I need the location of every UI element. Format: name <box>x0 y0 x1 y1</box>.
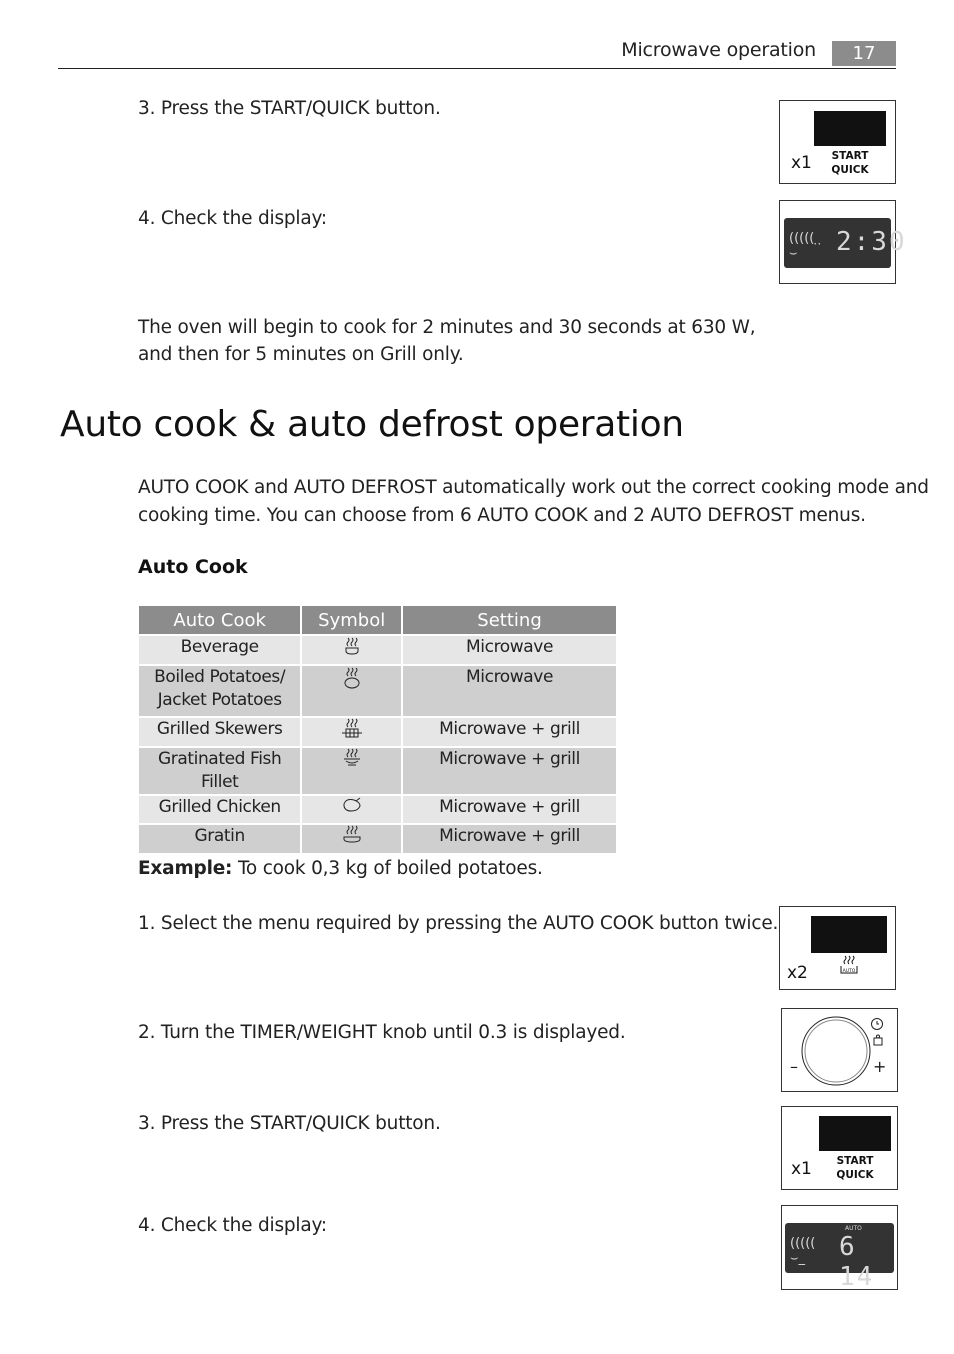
display-digits: 2:30 <box>836 227 907 257</box>
lcd-blank <box>811 916 887 953</box>
timer-weight-knob <box>800 1015 872 1087</box>
microwave-waves-icon: ((((( ̣ ̣ ⌣ <box>789 231 823 261</box>
step-3-text: 3. Press the START/QUICK button. <box>138 98 441 119</box>
weight-icon <box>872 1031 884 1050</box>
auto-cook-cell: Gratinated Fish Fillet <box>138 747 301 795</box>
intro-line-2: cooking time. You can choose from 6 AUTO COOK and 2 AUTO DEFROST menus. <box>138 505 866 526</box>
auto-cook-icon <box>838 955 860 981</box>
example-label: Example: <box>138 858 233 879</box>
table-row <box>138 824 617 854</box>
setting-cell: Microwave + grill <box>402 795 617 824</box>
column-header-setting: Setting <box>402 605 617 635</box>
column-header-auto-cook: Auto Cook <box>138 605 301 635</box>
plus-label: + <box>873 1057 887 1076</box>
setting-cell: Microwave + grill <box>402 717 617 747</box>
setting-cell: Microwave + grill <box>402 824 617 854</box>
step-2-text: 2. Turn the TIMER/WEIGHT knob until 0.3 is displayed. <box>138 1022 626 1043</box>
fish-icon <box>301 747 402 795</box>
example-line <box>138 855 543 883</box>
auto-cook-subheading: Auto Cook <box>138 556 248 578</box>
chicken-icon <box>301 795 402 824</box>
start-quick-panel-2 <box>781 1106 898 1190</box>
auto-cook-cell: Grilled Skewers <box>138 717 301 747</box>
display-panel-1 <box>779 200 907 284</box>
press-count-label: x1 <box>791 153 812 173</box>
auto-cook-cell: Boiled Potatoes/ Jacket Potatoes <box>138 665 301 717</box>
paragraph-line-1: The oven will begin to cook for 2 minutes and 30 seconds at 630 W, <box>138 317 756 338</box>
lcd-display <box>785 1223 894 1292</box>
setting-cell: Microwave + grill <box>402 747 617 795</box>
auto-cook-button-panel <box>779 906 896 990</box>
step-1-text: 1. Select the menu required by pressing the AUTO COOK button twice. <box>138 913 779 934</box>
table-header-row <box>138 605 617 635</box>
minus-label: – <box>790 1057 798 1076</box>
press-count-label: x2 <box>787 963 808 983</box>
beverage-icon <box>301 635 402 665</box>
start-quick-button-label: START QUICK <box>831 150 869 176</box>
lcd-blank <box>814 111 886 146</box>
press-count-label: x1 <box>791 1159 812 1179</box>
example-text: To cook 0,3 kg of boiled potatoes. <box>232 858 543 879</box>
lcd-display <box>784 218 907 268</box>
display-digits: 6 14 <box>839 1232 875 1292</box>
potato-icon <box>301 665 402 717</box>
auto-cook-cell: Gratin <box>138 824 301 854</box>
step-3-text-2: 3. Press the START/QUICK button. <box>138 1113 441 1134</box>
table-row <box>138 795 617 824</box>
timer-weight-knob-panel <box>781 1008 898 1092</box>
setting-cell: Microwave <box>402 665 617 717</box>
section-heading: Auto cook & auto defrost operation <box>60 404 684 445</box>
auto-cook-cell: Grilled Chicken <box>138 795 301 824</box>
display-panel-2 <box>781 1205 898 1290</box>
gratin-icon <box>301 824 402 854</box>
start-quick-panel-1 <box>779 100 896 184</box>
header-rule <box>58 68 896 69</box>
auto-cook-cell: Beverage <box>138 635 301 665</box>
svg-text:AUTO: AUTO <box>842 969 856 974</box>
paragraph-line-2: and then for 5 minutes on Grill only. <box>138 344 464 365</box>
column-header-symbol: Symbol <box>301 605 402 635</box>
lcd-blank <box>819 1116 891 1151</box>
table-row <box>138 635 617 665</box>
table-row <box>138 717 617 747</box>
auto-cook-table <box>137 604 618 855</box>
step-4-text: 4. Check the display: <box>138 208 327 229</box>
page-number: 17 <box>832 41 896 66</box>
table-row <box>138 747 617 795</box>
intro-line-1: AUTO COOK and AUTO DEFROST automatically work out the correct cooking mode and <box>138 477 929 498</box>
start-quick-button-label: START QUICK <box>836 1155 874 1181</box>
auto-indicator: AUTO <box>845 1225 862 1232</box>
setting-cell: Microwave <box>402 635 617 665</box>
skewer-icon <box>301 717 402 747</box>
microwave-waves-icon: ((((( ⌣_ <box>790 1236 816 1266</box>
running-header-title: Microwave operation <box>621 39 816 61</box>
table-row <box>138 665 617 717</box>
step-4-text-2: 4. Check the display: <box>138 1215 327 1236</box>
